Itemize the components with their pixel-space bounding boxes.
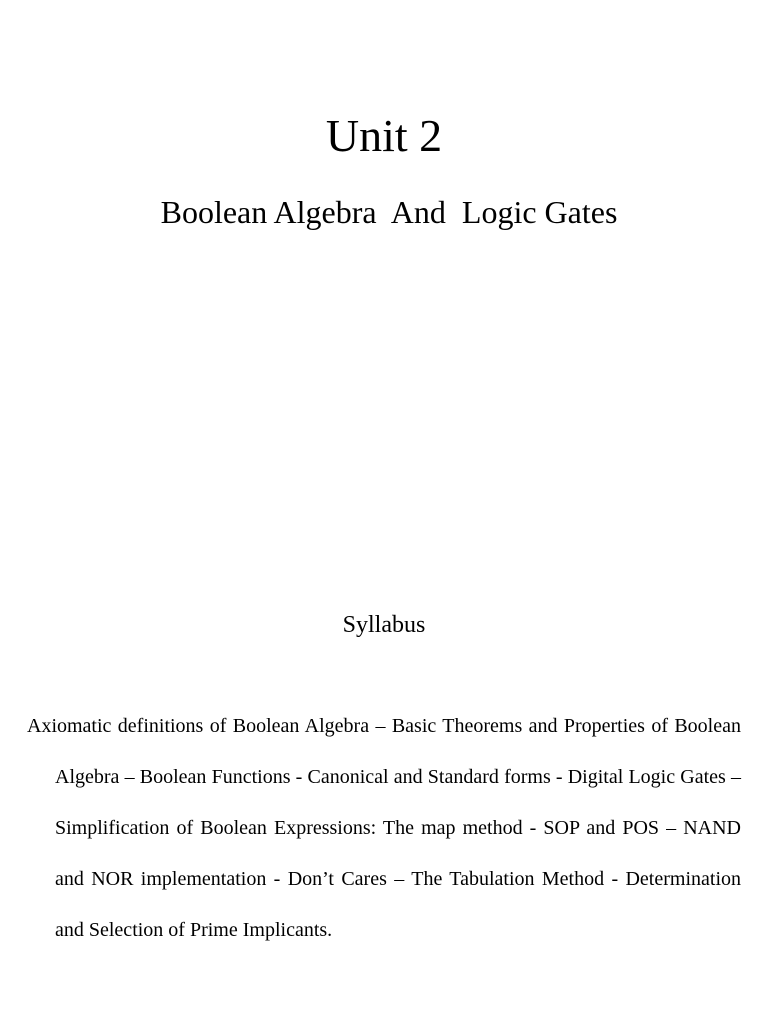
unit-subtitle: Boolean Algebra And Logic Gates xyxy=(160,194,618,230)
syllabus-body: Axiomatic definitions of Boolean Algebra – Basic Theorems and Properties of Boolean Algebra – Boolean Functions - Canonical and Standard forms - Digital Logic Gates – Simplification of Boolean Expressions: The map method - SOP and POS – NAND and NOR implementation - Don’t Cares – The Tabulation Method - Determination and Selection of Prime Implicants. xyxy=(27,715,741,941)
syllabus-heading: Syllabus xyxy=(342,612,426,638)
unit-title: Unit 2 xyxy=(325,110,443,161)
